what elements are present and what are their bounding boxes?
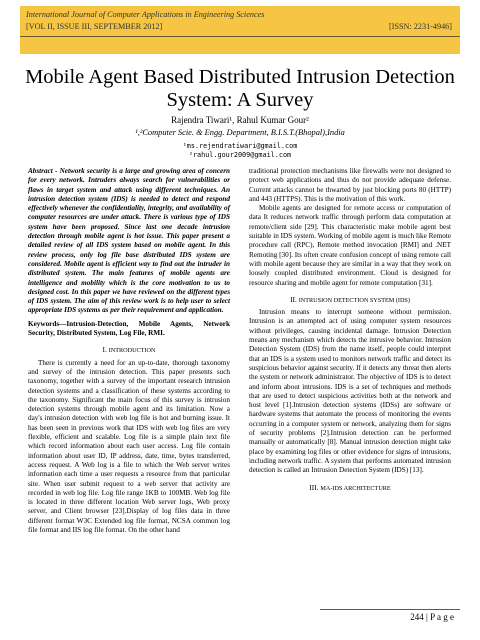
header-rule xyxy=(20,36,460,37)
section-number: I. xyxy=(102,345,107,355)
journal-header-banner xyxy=(20,6,460,54)
introduction-paragraph: There is currently a need for an up-to-date, thorough taxonomy and survey of the intrusion detection. This paper presents such taxonomy, together with a survey of the important research intrusion detection systems and a classification of these systems according to the taxonomy. Significant the main focus of this survey is intrusion detection systems through mobile agent and its limitation. Now a day's intrusion detection with web log file is hot and burning issue. It has been seen in previous work that IDS with web log files are very flexible, efficient and scalable. Log file is a simple plain text file which record information about each user access. Log file contain information about user ID, IP address, date, time, bytes transferred, access request. A Web log is a file to which the Web server writes information each time a user requests a resource from that particular site. When user submit request to a web server that activity are recorded in web log file. Log file range 1KB to 100MB. Web log file is located in three different location Web server logs, Web proxy server, and Client browser [23].Display of log files data in three different format W3C Extended log file format, NCSA common log file format and IIS log file format. On the other hand xyxy=(28,358,230,534)
paper-title: Mobile Agent Based Distributed Intrusion Detection System: A Survey xyxy=(25,66,455,111)
section-title: MA-IDS ARCHITECTURE xyxy=(320,484,391,492)
paper-affiliation: ¹,²Computer Scie. & Engg. Department, B.I.S.T.(Bhopal),India xyxy=(135,128,345,137)
keywords: Keywords—Intrusion-Detection, Mobile Agents, Network Security, Distributed System, Log File, RMI. xyxy=(28,319,230,338)
section-heading-ma-ids xyxy=(249,483,451,493)
section-heading-ids xyxy=(249,295,451,305)
section-heading-introduction xyxy=(28,345,230,355)
volume-issue: [VOL II, ISSUE III, SEPTEMBER 2012] xyxy=(26,22,163,31)
issn: [ISSN: 2231-4946] xyxy=(389,22,452,31)
section-title: INTRUSION DETECTION SYSTEM (IDS) xyxy=(298,296,410,304)
author-email-1[interactable]: ¹ms.rejendratiwari@gmail.com xyxy=(182,142,298,150)
section-number: III. xyxy=(309,482,319,492)
abstract: Abstract - Network security is a large and growing area of concern for every network. Intruders always search for vulnerabilities or flaws in target system and attack using different techniques. An intrusion detection system (IDS) is needed to detect and respond effectively whenever the confidentiality, integrity, and availability of computer resources are under attack. There is various type of IDS system have been proposed. Since last one decade intrusion detection through mobile agent is hot issue. This paper present a detailed review of all IDS system based on mobile agent. In this review process, only log file base distributed IDS system are considered. Mobile agent is efficient way to find out the intruder in distributed system. The main features of mobile agents are intelligence and mobility which is the core motivation to us to designed cost. In this paper we have reviewed on the different types of IDS system. The aim of this review work is to help user to select appropriate IDS systems as per their requirement and application. xyxy=(28,167,230,315)
paper-authors: Rajendra Tiwari¹, Rahul Kumar Gour² xyxy=(171,115,309,125)
page-number: 244 | P a g e xyxy=(410,612,454,622)
body-paragraph: Intrusion means to interrupt someone without permission. Intrusion is an attempted act of using computer system resources without privileges, causing incidental damage. Intrusion Detection means any mechanism which detects the intrusive behavior. Intrusion Detection System (IDS) from the name itself, people could interpret that an IDS is a system used to monitors network traffic and detect its suspicious behavior against security. If it detects any threat then alerts the system or network administrator. The objective of IDS is to detect and inform about intrusions. IDS is a set of techniques and methods that are used to detect suspicious activities both at the network and host level [1].Intrusion detection systems (IDSs) are software or hardware systems that automate the process of monitoring the events occurring in a computer system or network, analyzing them for signs of security problems [2].Intrusion detection can be performed manually or automatically [8]. Manual intrusion detection might take place by examining log files or other evidence for signs of intrusions, including network traffic. A system that performs automated intrusion detection is called an Intrusion Detection System (IDS) [13]. xyxy=(249,308,451,475)
author-email-2[interactable]: ²rahul.gour2009@gmail.com xyxy=(188,151,292,159)
left-column xyxy=(28,167,230,535)
footer-rule xyxy=(320,609,460,610)
body-paragraph: Mobile agents are designed for remote access or computation of data It reduces network traffic through perform data computation at remote/client side [29]. This characteristic make mobile agent best suitable in IDS system. Working of mobile agent is much like Remote procedure call (RPC), Remote method invocation [RMI] and .NET Remoting [30]. Its often create confusion concept of using remote call with mobile agent because they are similar in a way that they work on loosely coupled distributed environment. Cloud is designed for resource sharing and mobile agent for remote computation [31]. xyxy=(249,204,451,287)
section-title: INTRODUCTION xyxy=(108,347,156,355)
section-number: II. xyxy=(290,294,297,304)
right-column xyxy=(249,167,451,496)
journal-title: International Journal of Computer Applications in Engineering Sciences xyxy=(26,10,265,19)
body-paragraph: traditional protection mechanisms like firewalls were not designed to protect web applications and thus do not provide adequate defense. Current attacks cannot be thwarted by just blocking ports 80 (HTTP) and 443 (HTTPS). This is the motivation of this work. xyxy=(249,167,451,203)
